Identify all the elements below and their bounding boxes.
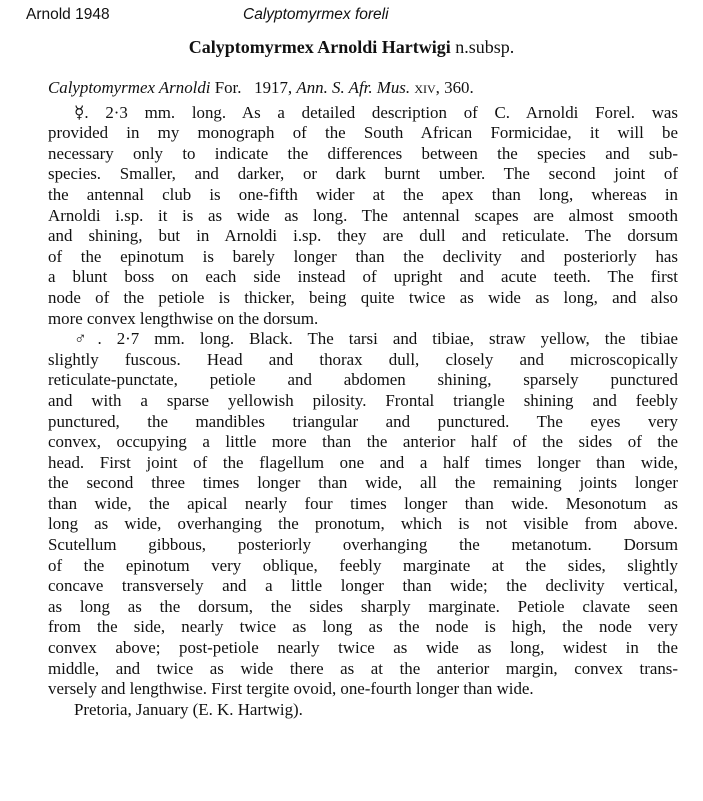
male-line: convex above; post-petiole nearly twice as wide as long, widest in the xyxy=(48,638,678,658)
header-species-name: Calyptomyrmex foreli xyxy=(243,6,389,23)
worker-line: Arnoldi i.sp. it is as wide as long. The antennal scapes are almost smooth xyxy=(48,205,678,225)
worker-line: necessary only to indicate the differences between the species and sub- xyxy=(48,143,678,163)
male-line: as long as the dorsum, the sides sharply marginate. Petiole clavate seen xyxy=(48,596,678,616)
male-line: than wide, the apical nearly four times longer than wide. Mesonotum as xyxy=(48,493,678,513)
citation-taxon: Calyptomyrmex Arnoldi xyxy=(48,78,211,97)
male-line: reticulate-punctate, petiole and abdomen shining, sparsely punctured xyxy=(48,370,678,390)
citation-journal: Ann. S. Afr. Mus. xyxy=(296,78,411,97)
male-line: the second three times longer than wide, all the remaining joints longer xyxy=(48,473,678,493)
male-line: punctured, the mandibles triangular and punctured. The eyes very xyxy=(48,411,678,431)
worker-line: species. Smaller, and darker, or dark burnt umber. The second joint of xyxy=(48,164,678,184)
citation-volume: xiv, xyxy=(414,78,440,97)
worker-line: node of the petiole is thicker, being quite twice as wide as long, and also xyxy=(48,287,678,307)
page-title xyxy=(0,37,703,58)
title-suffix: n.subsp. xyxy=(455,37,515,57)
male-line: middle, and twice as wide there as at the anterior margin, convex trans- xyxy=(48,658,678,678)
worker-description xyxy=(48,103,678,330)
worker-line: ☿. 2·3 mm. long. As a detailed description of C. Arnoldi Forel. was xyxy=(74,102,678,122)
worker-line: the antennal club is one-fifth wider at the apex than long, whereas in xyxy=(48,184,678,204)
worker-line: provided in my monograph of the South African Formicidae, it will be xyxy=(48,123,678,143)
male-line: convex, occupying a little more than the anterior half of the sides of the xyxy=(48,432,678,452)
title-taxon-name: Calyptomyrmex Arnoldi Hartwigi xyxy=(188,37,451,57)
worker-line: a blunt boss on each side instead of upright and acute teeth. The first xyxy=(48,267,678,287)
male-description xyxy=(48,329,678,700)
male-line: from the side, nearly twice as long as the node is high, the node very xyxy=(48,617,678,637)
citation-page: 360. xyxy=(444,78,474,97)
male-line: head. First joint of the flagellum one and a half times longer than wide, xyxy=(48,452,678,472)
male-line: of the epinotum very oblique, feebly marginate at the sides, slightly xyxy=(48,555,678,575)
worker-line: of the epinotum is barely longer than the declivity and posteriorly has xyxy=(48,246,678,266)
male-line: long as wide, overhanging the pronotum, which is not visible from above. xyxy=(48,514,678,534)
header-author-year: Arnold 1948 xyxy=(26,6,110,23)
locality-line: Pretoria, January (E. K. Hartwig). xyxy=(74,699,303,719)
article-body xyxy=(48,78,678,720)
male-line: slightly fuscous. Head and thorax dull, closely and microscopically xyxy=(48,349,678,369)
worker-line: and shining, but in Arnoldi i.sp. they are dull and reticulate. The dorsum xyxy=(48,226,678,246)
male-line: and with a sparse yellowish pilosity. Frontal triangle shining and feebly xyxy=(48,390,678,410)
citation-author-year: For. 1917, xyxy=(214,78,293,97)
citation-line xyxy=(48,78,678,99)
male-line: concave transversely and a little longer than wide; the declivity vertical, xyxy=(48,576,678,596)
male-line: Scutellum gibbous, posteriorly overhanging the metanotum. Dorsum xyxy=(48,535,678,555)
male-line: ♂. 2·7 mm. long. Black. The tarsi and tibiae, straw yellow, the tibiae xyxy=(74,329,678,349)
male-line: versely and lengthwise. First tergite ovoid, one-fourth longer than wide. xyxy=(48,679,534,699)
worker-line: more convex lengthwise on the dorsum. xyxy=(48,308,319,328)
